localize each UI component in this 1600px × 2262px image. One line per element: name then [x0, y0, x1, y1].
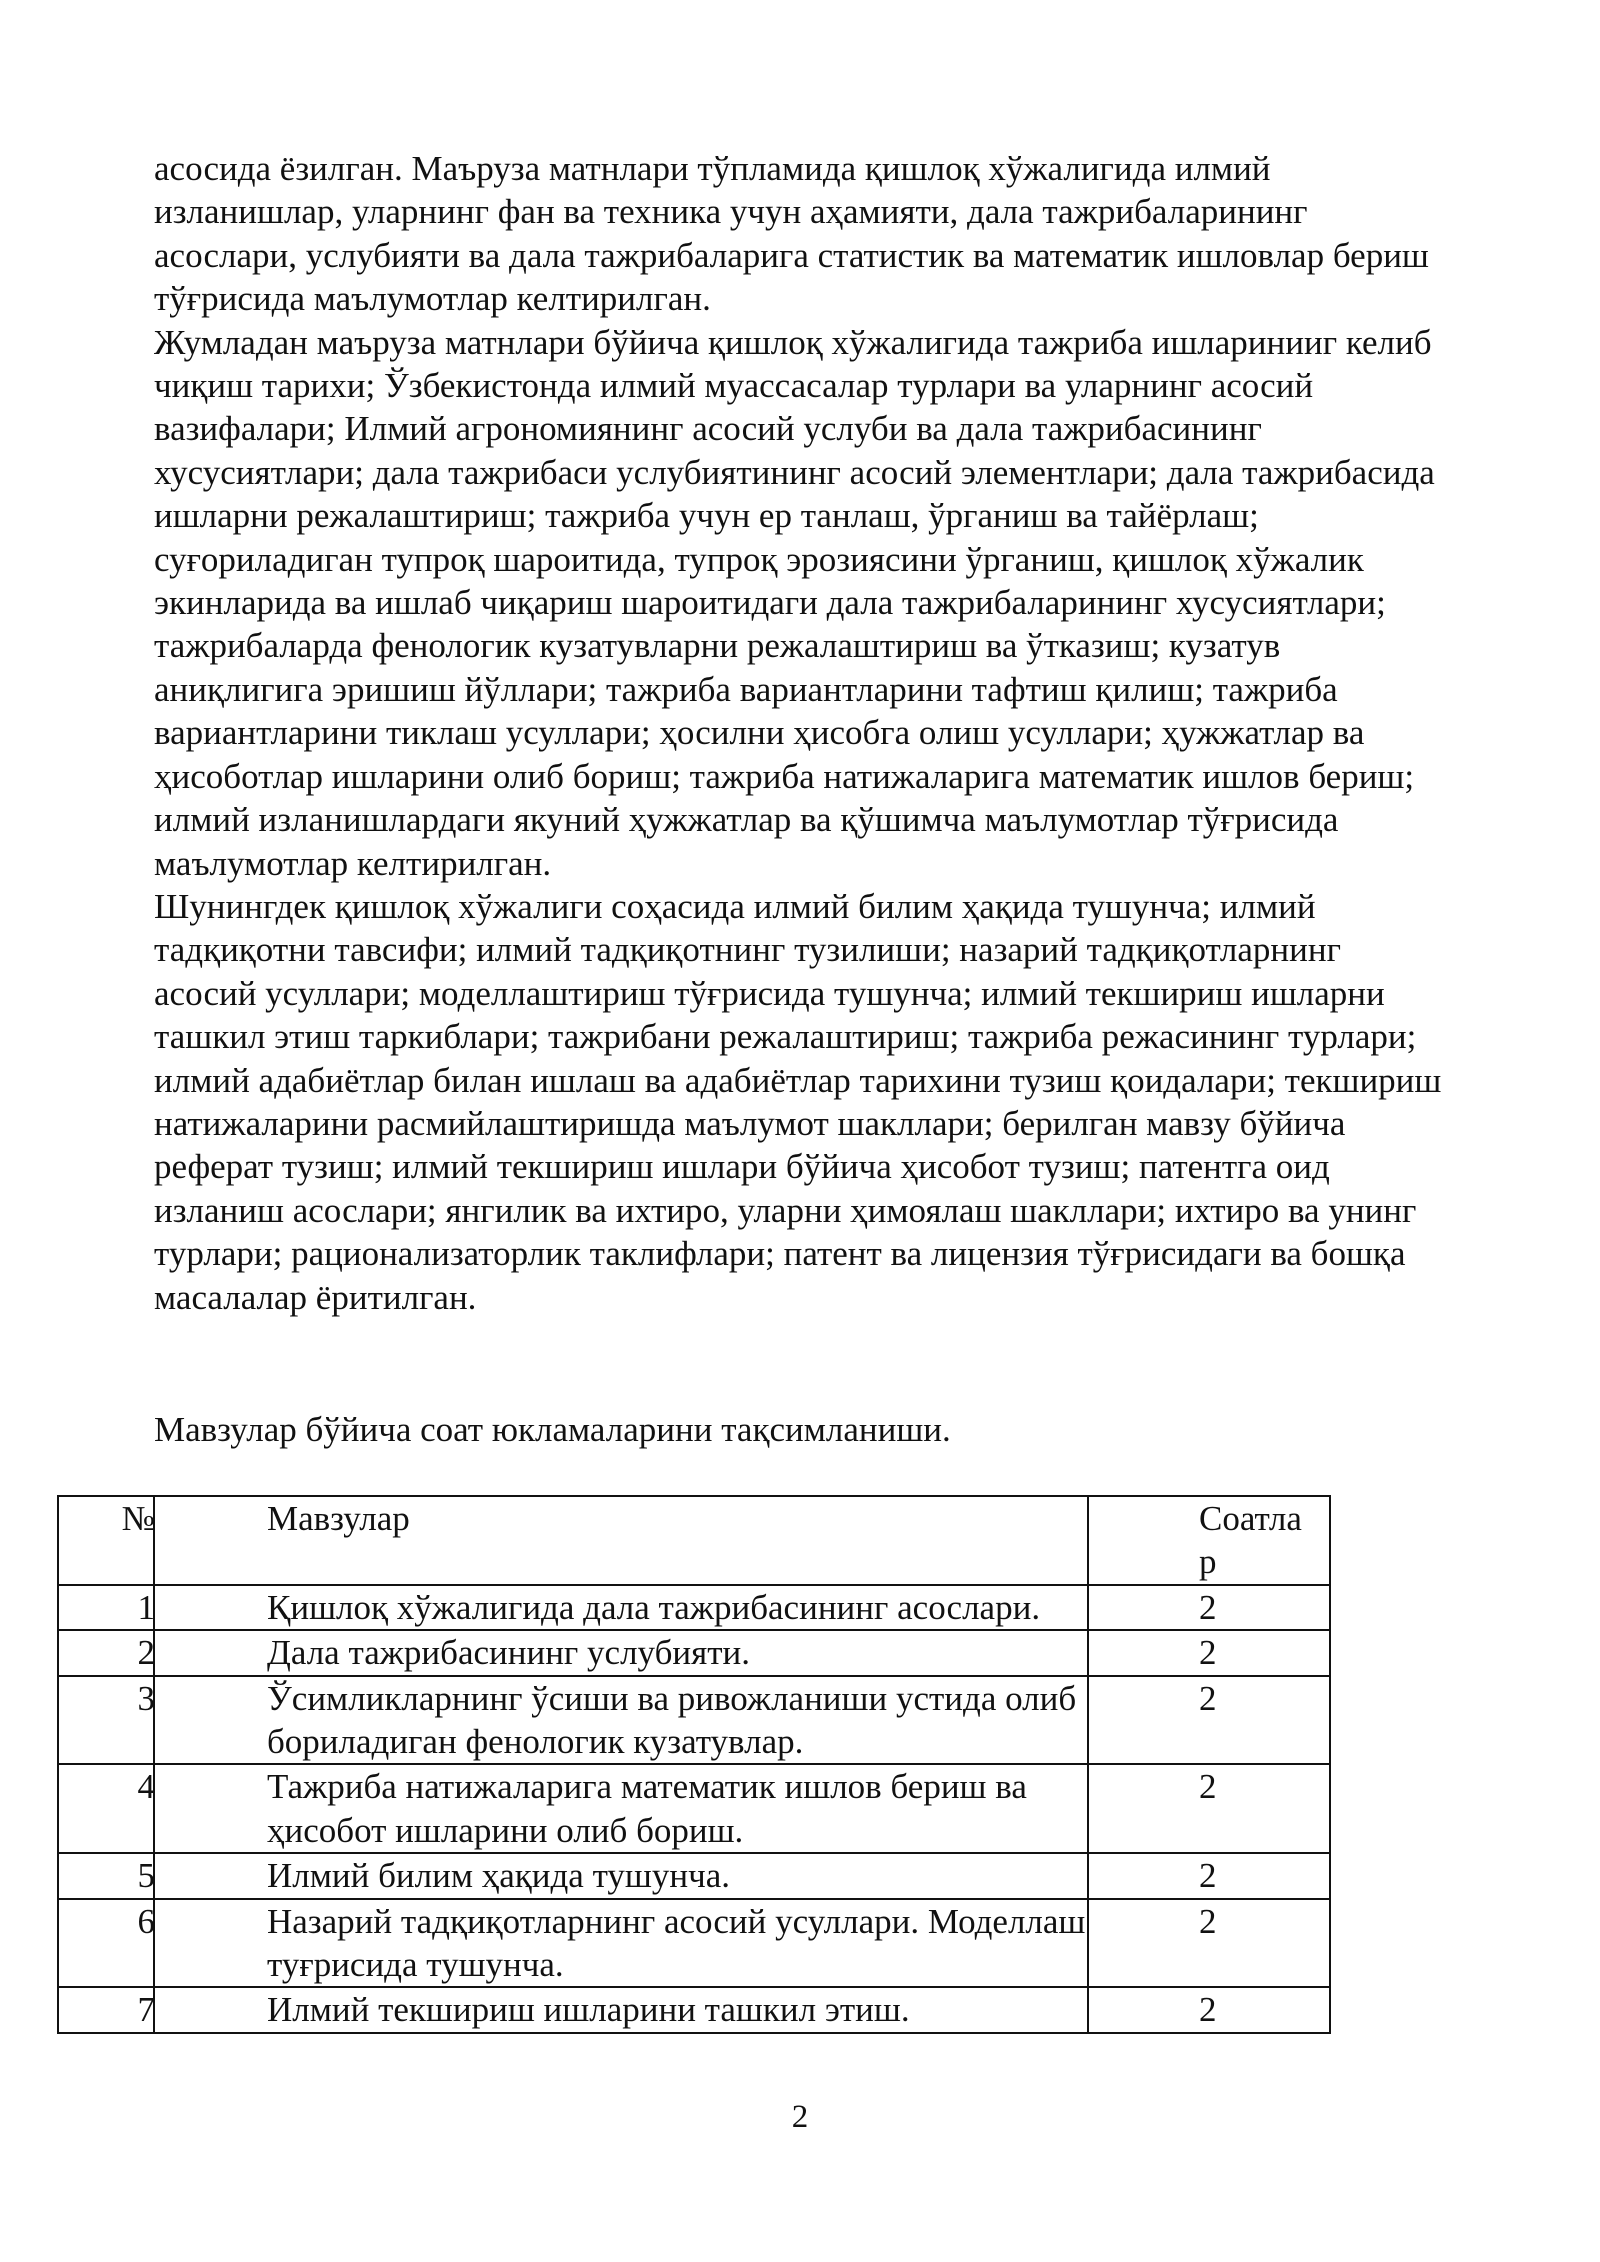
- row-number: 3: [58, 1676, 154, 1765]
- row-hours: 2: [1088, 1764, 1330, 1853]
- row-hours: 2: [1088, 1585, 1330, 1630]
- paragraph-line: натижаларини расмийлаштиришда маълумот шакллари; берилган мавзу бўйича: [154, 1103, 1346, 1143]
- paragraph-line: ҳисоботлар ишларини олиб бориш; тажриба натижаларига математик ишлов бериш;: [154, 756, 1415, 796]
- row-number: 5: [58, 1853, 154, 1898]
- paragraph-line: хусусиятлари; дала тажрибаси услубиятининг асосий элементлари; дала тажрибасида: [154, 452, 1435, 492]
- row-hours: 2: [1088, 1987, 1330, 2032]
- paragraph-line: вариантларини тиклаш усуллари; ҳосилни ҳисобга олиш усуллари; ҳужжатлар ва: [154, 713, 1365, 753]
- paragraph-line: асосида ёзилган. Маъруза матнлари тўпламида қишлоқ хўжалигида илмий: [154, 149, 1271, 188]
- header-topics: Мавзулар: [154, 1496, 1088, 1585]
- header-hours: Соатлар: [1088, 1496, 1330, 1585]
- paragraph-line: илмий изланишлардаги якуний ҳужжатлар ва қўшимча маълумотлар тўғрисида: [154, 800, 1339, 840]
- paragraph-line: изланишлар, уларнинг фан ва техника учун аҳамияти, дала тажрибаларининг: [154, 192, 1308, 232]
- paragraph-line: аниқлигига эришиш йўллари; тажриба вариантларини тафтиш қилиш; тажриба: [154, 669, 1338, 709]
- table-caption: Мавзулар бўйича соат юкламаларини тақсимланиши.: [154, 1410, 951, 1449]
- paragraph-line: тўғрисида маълумотлар келтирилган.: [154, 279, 711, 319]
- row-hours: 2: [1088, 1676, 1330, 1765]
- table-row: [58, 1630, 1330, 1675]
- paragraph-line: изланиш асослари; янгилик ва ихтиро, уларни ҳимоялаш шакллари; ихтиро ва унинг: [154, 1190, 1417, 1230]
- paragraph-line: тажрибаларда фенологик кузатувларни режалаштириш ва ўтказиш; кузатув: [154, 626, 1281, 666]
- table-row: [58, 1676, 1330, 1765]
- row-topic: Назарий тадқиқотларнинг асосий усуллари. Моделлаш туғрисида тушунча.: [154, 1899, 1088, 1988]
- paragraph-line: асослари, услубияти ва дала тажрибаларига статистик ва математик ишловлар бериш: [154, 235, 1429, 275]
- row-number: 6: [58, 1899, 154, 1988]
- paragraph-line: илмий адабиётлар билан ишлаш ва адабиётлар тарихини тузиш қоидалари; текшириш: [154, 1060, 1442, 1100]
- paragraph-3: [154, 885, 1554, 1319]
- paragraph-line: экинларида ва ишлаб чиқариш шароитидаги дала тажрибаларининг хусусиятлари;: [154, 583, 1386, 623]
- row-topic: Қишлоқ хўжалигида дала тажрибасининг асослари.: [154, 1585, 1088, 1630]
- topics-hours-table: [57, 1495, 1331, 2034]
- paragraph-line: ишларни режалаштириш; тажриба учун ер танлаш, ўрганиш ва тайёрлаш;: [154, 496, 1259, 536]
- paragraph-line: Шунингдек қишлоқ хўжалиги соҳасида илмий билим ҳақида тушунча; илмий: [154, 886, 1316, 926]
- paragraph-line: чиқиш тарихи; Ўзбекистонда илмий муассасалар турлари ва уларнинг асосий: [154, 366, 1314, 406]
- paragraph-1: [154, 147, 1554, 321]
- row-topic: Тажриба натижаларига математик ишлов бериш ва ҳисобот ишларини олиб бориш.: [154, 1764, 1088, 1853]
- table-row: [58, 1899, 1330, 1988]
- row-number: 1: [58, 1585, 154, 1630]
- paragraph-line: асосий усуллари; моделлаштириш тўғрисида тушунча; илмий текшириш ишларни: [154, 973, 1385, 1013]
- paragraph-line: ташкил этиш таркиблари; тажрибани режалаштириш; тажриба режасининг турлари;: [154, 1017, 1417, 1057]
- table-row: [58, 1853, 1330, 1898]
- row-hours: 2: [1088, 1853, 1330, 1898]
- paragraph-2: [154, 321, 1554, 885]
- row-topic: Илмий билим ҳақида тушунча.: [154, 1853, 1088, 1898]
- table-row: [58, 1987, 1330, 2032]
- row-topic: Илмий текшириш ишларини ташкил этиш.: [154, 1987, 1088, 2032]
- paragraph-line: суғориладиган тупроқ шароитида, тупроқ эрозиясини ўрганиш, қишлоқ хўжалик: [154, 539, 1364, 579]
- row-number: 7: [58, 1987, 154, 2032]
- table-header-row: [58, 1496, 1330, 1585]
- table-row: [58, 1764, 1330, 1853]
- row-number: 4: [58, 1764, 154, 1853]
- row-hours: 2: [1088, 1630, 1330, 1675]
- paragraph-line: реферат тузиш; илмий текшириш ишлари бўйича ҳисобот тузиш; патентга оид: [154, 1147, 1330, 1187]
- paragraph-line: Жумладан маъруза матнлари бўйича қишлоқ хўжалигида тажриба ишларинииг келиб: [154, 322, 1432, 362]
- paragraph-line: вазифалари; Илмий агрономиянинг асосий услуби ва дала тажрибасининг: [154, 409, 1262, 449]
- paragraph-line: маълумотлар келтирилган.: [154, 843, 552, 883]
- page-number: 2: [791, 2099, 809, 2135]
- row-topic: Дала тажрибасининг услубияти.: [154, 1630, 1088, 1675]
- row-topic: Ўсимликларнинг ўсиши ва ривожланиши устида олиб бориладиган фенологик кузатувлар.: [154, 1676, 1088, 1765]
- body-text: [154, 147, 1554, 1319]
- paragraph-line: масалалар ёритилган.: [154, 1277, 477, 1317]
- header-number: №: [58, 1496, 154, 1585]
- paragraph-line: тадқиқотни тавсифи; илмий тадқиқотнинг тузилиши; назарий тадқиқотларнинг: [154, 930, 1341, 970]
- row-number: 2: [58, 1630, 154, 1675]
- paragraph-line: турлари; рационализаторлик таклифлари; патент ва лицензия тўғрисидаги ва бошқа: [154, 1234, 1406, 1274]
- table-row: [58, 1585, 1330, 1630]
- row-hours: 2: [1088, 1899, 1330, 1988]
